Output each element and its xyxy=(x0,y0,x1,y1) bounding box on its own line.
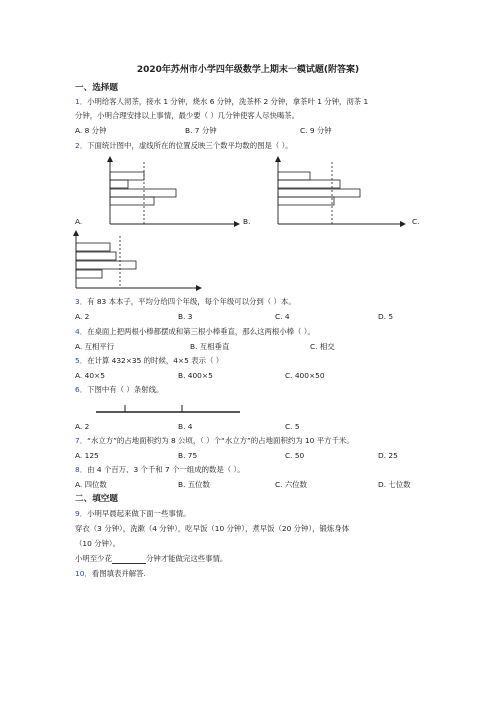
q7-option-c[interactable]: C. 50 xyxy=(285,451,305,460)
q4-option-c[interactable]: C. 相交 xyxy=(310,342,335,351)
q5-number: 5． xyxy=(75,356,88,365)
chart-b-bar-3 xyxy=(278,189,360,197)
q2-label-b[interactable]: B. xyxy=(243,217,251,226)
q2-label-a[interactable]: A. xyxy=(75,217,83,226)
q10-line xyxy=(75,569,146,579)
chart-c-bar-1 xyxy=(76,243,110,251)
chart-b-bar-4 xyxy=(278,197,334,205)
q1-option-a[interactable]: A. 8 分钟 xyxy=(75,126,107,135)
q3-number: 3． xyxy=(75,297,88,306)
chart-b-bar-1 xyxy=(278,172,310,180)
q9-answer-blank[interactable] xyxy=(112,555,146,564)
chart-a-bar-3 xyxy=(110,189,176,197)
q1-text-2: 分钟，小明合理安排以上事情，最少要（ ）几分钟使客人尽快喝茶。 xyxy=(75,111,300,120)
q3-line xyxy=(75,297,296,307)
q6-option-b[interactable]: B. 4 xyxy=(178,422,193,431)
q5-line xyxy=(75,356,223,366)
chart-c-bar-4 xyxy=(76,270,102,278)
q4-text: 在桌面上把两根小棒都摆成和第三根小棒垂直，那么这两根小棒（ ）。 xyxy=(87,327,315,336)
chart-c-bar-2 xyxy=(76,252,116,260)
q2-text: 下面统计图中，虚线所在的位置反映三个数平均数的图是（ ）。 xyxy=(87,141,293,150)
chart-a-bar-2 xyxy=(110,180,128,188)
q7-line xyxy=(75,436,354,446)
q5-option-b[interactable]: B. 400×5 xyxy=(178,371,213,380)
q8-number: 8． xyxy=(75,465,88,474)
q8-option-d[interactable]: D. 七位数 xyxy=(378,480,411,489)
q6-number: 6． xyxy=(75,385,88,394)
q3-text: 有 83 本本子，平均分给四个年级，每个年级可以分到（ ）本。 xyxy=(87,297,296,306)
q4-option-a[interactable]: A. 互相平行 xyxy=(75,342,115,351)
q4-number: 4． xyxy=(75,327,88,336)
chart-b-bar-2 xyxy=(278,180,340,188)
q5-option-c[interactable]: C. 400×50 xyxy=(285,371,325,380)
q2-label-c[interactable]: C. xyxy=(412,217,420,226)
chart-a-bar-1 xyxy=(110,172,144,180)
q2-chart-b xyxy=(268,158,408,228)
q8-option-c[interactable]: C. 六位数 xyxy=(275,480,308,489)
q2-chart-c xyxy=(68,232,208,294)
q2-chart-a xyxy=(100,158,240,228)
q1-option-c[interactable]: C. 9 分钟 xyxy=(300,126,332,135)
q1-option-b[interactable]: B. 7 分钟 xyxy=(185,126,217,135)
q8-option-b[interactable]: B. 五位数 xyxy=(178,480,210,489)
q3-option-d[interactable]: D. 5 xyxy=(378,312,394,321)
q9-text-4b: 分钟才能做完这些事情。 xyxy=(145,554,228,563)
q9-text-3: （10 分钟）。 xyxy=(75,539,121,548)
q8-option-a[interactable]: A. 四位数 xyxy=(75,480,107,489)
q9-number: 9． xyxy=(75,509,88,518)
page-title: 2020年苏州市小学四年级数学上期末一模试题(附答案) xyxy=(136,65,360,75)
q9-line1 xyxy=(75,509,191,519)
q10-text: 看图填表并解答. xyxy=(91,569,146,578)
q6-option-c[interactable]: C. 5 xyxy=(285,422,300,431)
q8-text: 由 4 个百万、3 个千和 7 个一组成的数是（ ）。 xyxy=(87,465,245,474)
q6-ray-figure xyxy=(90,400,250,416)
q3-option-b[interactable]: B. 3 xyxy=(178,312,193,321)
q3-option-c[interactable]: C. 4 xyxy=(275,312,290,321)
q1-text-1: 小明给客人沏茶，接水 1 分钟，烧水 6 分钟，洗茶杯 2 分钟，拿茶叶 1 分钟，沏茶 1 xyxy=(87,97,369,106)
q7-option-d[interactable]: D. 25 xyxy=(378,451,398,460)
q7-option-a[interactable]: A. 125 xyxy=(75,451,99,460)
q6-text: 下图中有（ ）条射线。 xyxy=(87,385,164,394)
q9-text-1: 小明早晨起来做下面一些事情。 xyxy=(87,509,191,518)
q9-text-4a: 小明至少花 xyxy=(75,554,112,563)
q7-text: “水立方”的占地面积约为 8 公顷，（ ）个“水立方”的占地面积约为 10 平方千米。 xyxy=(87,436,354,445)
q1-line1 xyxy=(75,97,368,107)
chart-a-bar-4 xyxy=(110,197,154,205)
q6-option-a[interactable]: A. 2 xyxy=(75,422,90,431)
q7-option-b[interactable]: B. 75 xyxy=(178,451,198,460)
q9-line4 xyxy=(75,554,227,564)
section-choice-heading: 一、选择题 xyxy=(75,83,118,93)
q8-line xyxy=(75,465,245,475)
q10-number: 10． xyxy=(75,569,92,578)
q5-option-a[interactable]: A. 40×5 xyxy=(75,371,105,380)
q5-text: 在计算 432×35 的时候，4×5 表示（ ） xyxy=(87,356,224,365)
q1-number: 1． xyxy=(75,97,88,106)
q2-line xyxy=(75,141,293,151)
section-fill-heading: 二、填空题 xyxy=(75,494,118,504)
q3-option-a[interactable]: A. 2 xyxy=(75,312,90,321)
q9-text-2: 穿衣（3 分钟），洗漱（4 分钟），吃早饭（10 分钟），煮早饭（20 分钟），锻炼身体 xyxy=(75,524,350,533)
q4-line xyxy=(75,327,315,337)
chart-c-bar-3 xyxy=(76,261,136,269)
q2-number: 2． xyxy=(75,141,88,150)
q4-option-b[interactable]: B. 互相垂直 xyxy=(190,342,230,351)
q6-line xyxy=(75,385,163,395)
q7-number: 7． xyxy=(75,436,88,445)
